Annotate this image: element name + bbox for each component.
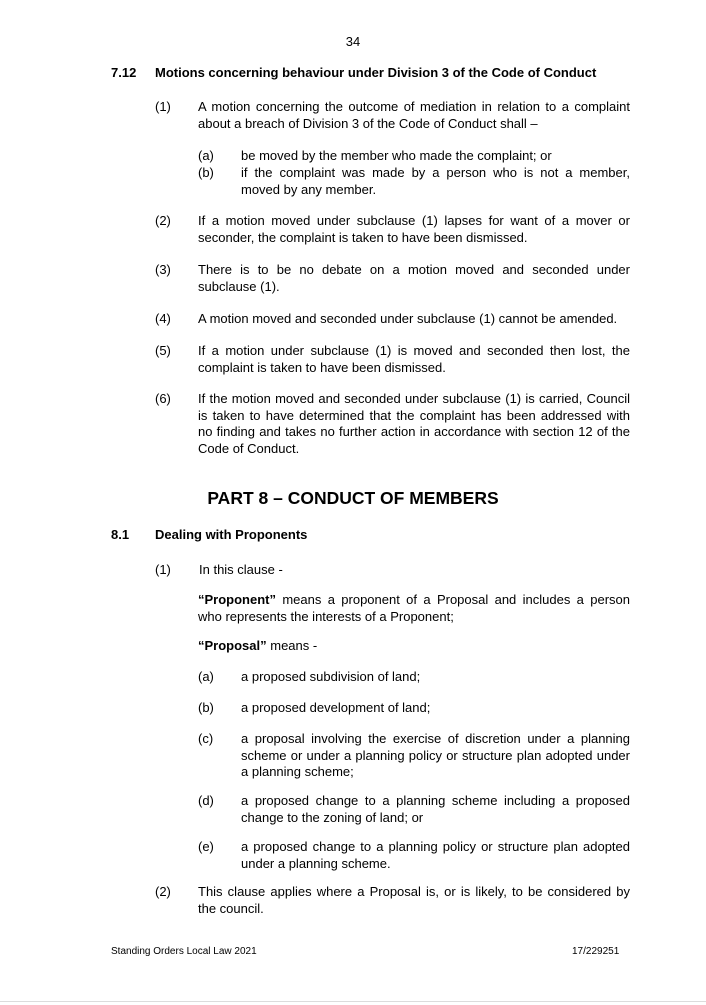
clause-712-6-text: If the motion moved and seconded under subclause (1) is carried, Council is taken to have determined that the complaint has been addressed with no finding and takes no further action in accordance with section 12 of the Code of Conduct. [198, 391, 630, 456]
clause-712-4-text: A motion moved and seconded under subclause (1) cannot be amended. [198, 311, 618, 326]
proponent-def-text: means a proponent of a Proposal and includes a person who represents the interests of a Proponent; [198, 592, 630, 624]
proponent-term: “Proponent” [198, 592, 276, 607]
item-81-d-text: a proposed change to a planning scheme including a proposed change to the zoning of land; or [241, 793, 630, 825]
subitem-712-a-label: (a) [198, 148, 214, 163]
item-81-a-text: a proposed subdivision of land; [241, 669, 421, 684]
item-81-b-text: a proposed development of land; [241, 700, 431, 715]
clause-81-2-text: This clause applies where a Proposal is, or is likely, to be considered by the council. [198, 884, 630, 916]
item-81-b-label: (b) [198, 700, 214, 715]
page-number: 34 [345, 34, 361, 49]
page-bottom-divider [0, 1001, 706, 1002]
proposal-def-text: means - [266, 638, 318, 653]
section-81-title: Dealing with Proponents [155, 527, 308, 542]
subitem-712-b-text: if the complaint was made by a person who is not a member, moved by any member. [241, 165, 630, 197]
part-title: PART 8 – CONDUCT OF MEMBERS [207, 488, 499, 508]
clause-712-4-label: (4) [155, 311, 171, 326]
clause-712-5-text: If a motion under subclause (1) is moved and seconded then lost, the complaint is taken to have been dismissed. [198, 343, 630, 375]
clause-712-6-label: (6) [155, 391, 171, 406]
clause-712-5-label: (5) [155, 343, 171, 358]
clause-81-1-text: In this clause - [199, 562, 283, 577]
item-81-a-label: (a) [198, 669, 214, 684]
proponent-definition [198, 592, 630, 625]
section-81-number: 8.1 [111, 527, 130, 542]
clause-81-1-label: (1) [155, 562, 171, 577]
clause-712-1-label: (1) [155, 99, 171, 114]
item-81-e-text: a proposed change to a planning policy or structure plan adopted under a planning scheme. [241, 839, 630, 871]
clause-712-2-label: (2) [155, 213, 171, 228]
item-81-d-label: (d) [198, 793, 214, 808]
footer-reference: 17/229251 [572, 946, 620, 957]
item-81-c-label: (c) [198, 731, 214, 746]
subitem-712-b-label: (b) [198, 165, 214, 180]
clause-712-3-label: (3) [155, 262, 171, 277]
section-712-title: Motions concerning behaviour under Division 3 of the Code of Conduct [155, 65, 597, 80]
item-81-e-label: (e) [198, 839, 214, 854]
clause-712-3-text: There is to be no debate on a motion moved and seconded under subclause (1). [198, 262, 630, 294]
footer-title: Standing Orders Local Law 2021 [111, 946, 257, 957]
subitem-712-a-text: be moved by the member who made the complaint; or [241, 148, 552, 163]
section-712-number: 7.12 [111, 65, 137, 80]
clause-81-2-label: (2) [155, 884, 171, 899]
proposal-term: “Proposal” [198, 638, 267, 653]
clause-712-1-text: A motion concerning the outcome of mediation in relation to a complaint about a breach of Division 3 of the Code of Conduct shall – [198, 99, 630, 131]
proposal-definition [198, 638, 630, 655]
item-81-c-text: a proposal involving the exercise of discretion under a planning scheme or under a planning policy or structure plan adopted under a planning scheme; [241, 731, 630, 779]
clause-712-2-text: If a motion moved under subclause (1) lapses for want of a mover or seconder, the complaint is taken to have been dismissed. [198, 213, 630, 245]
